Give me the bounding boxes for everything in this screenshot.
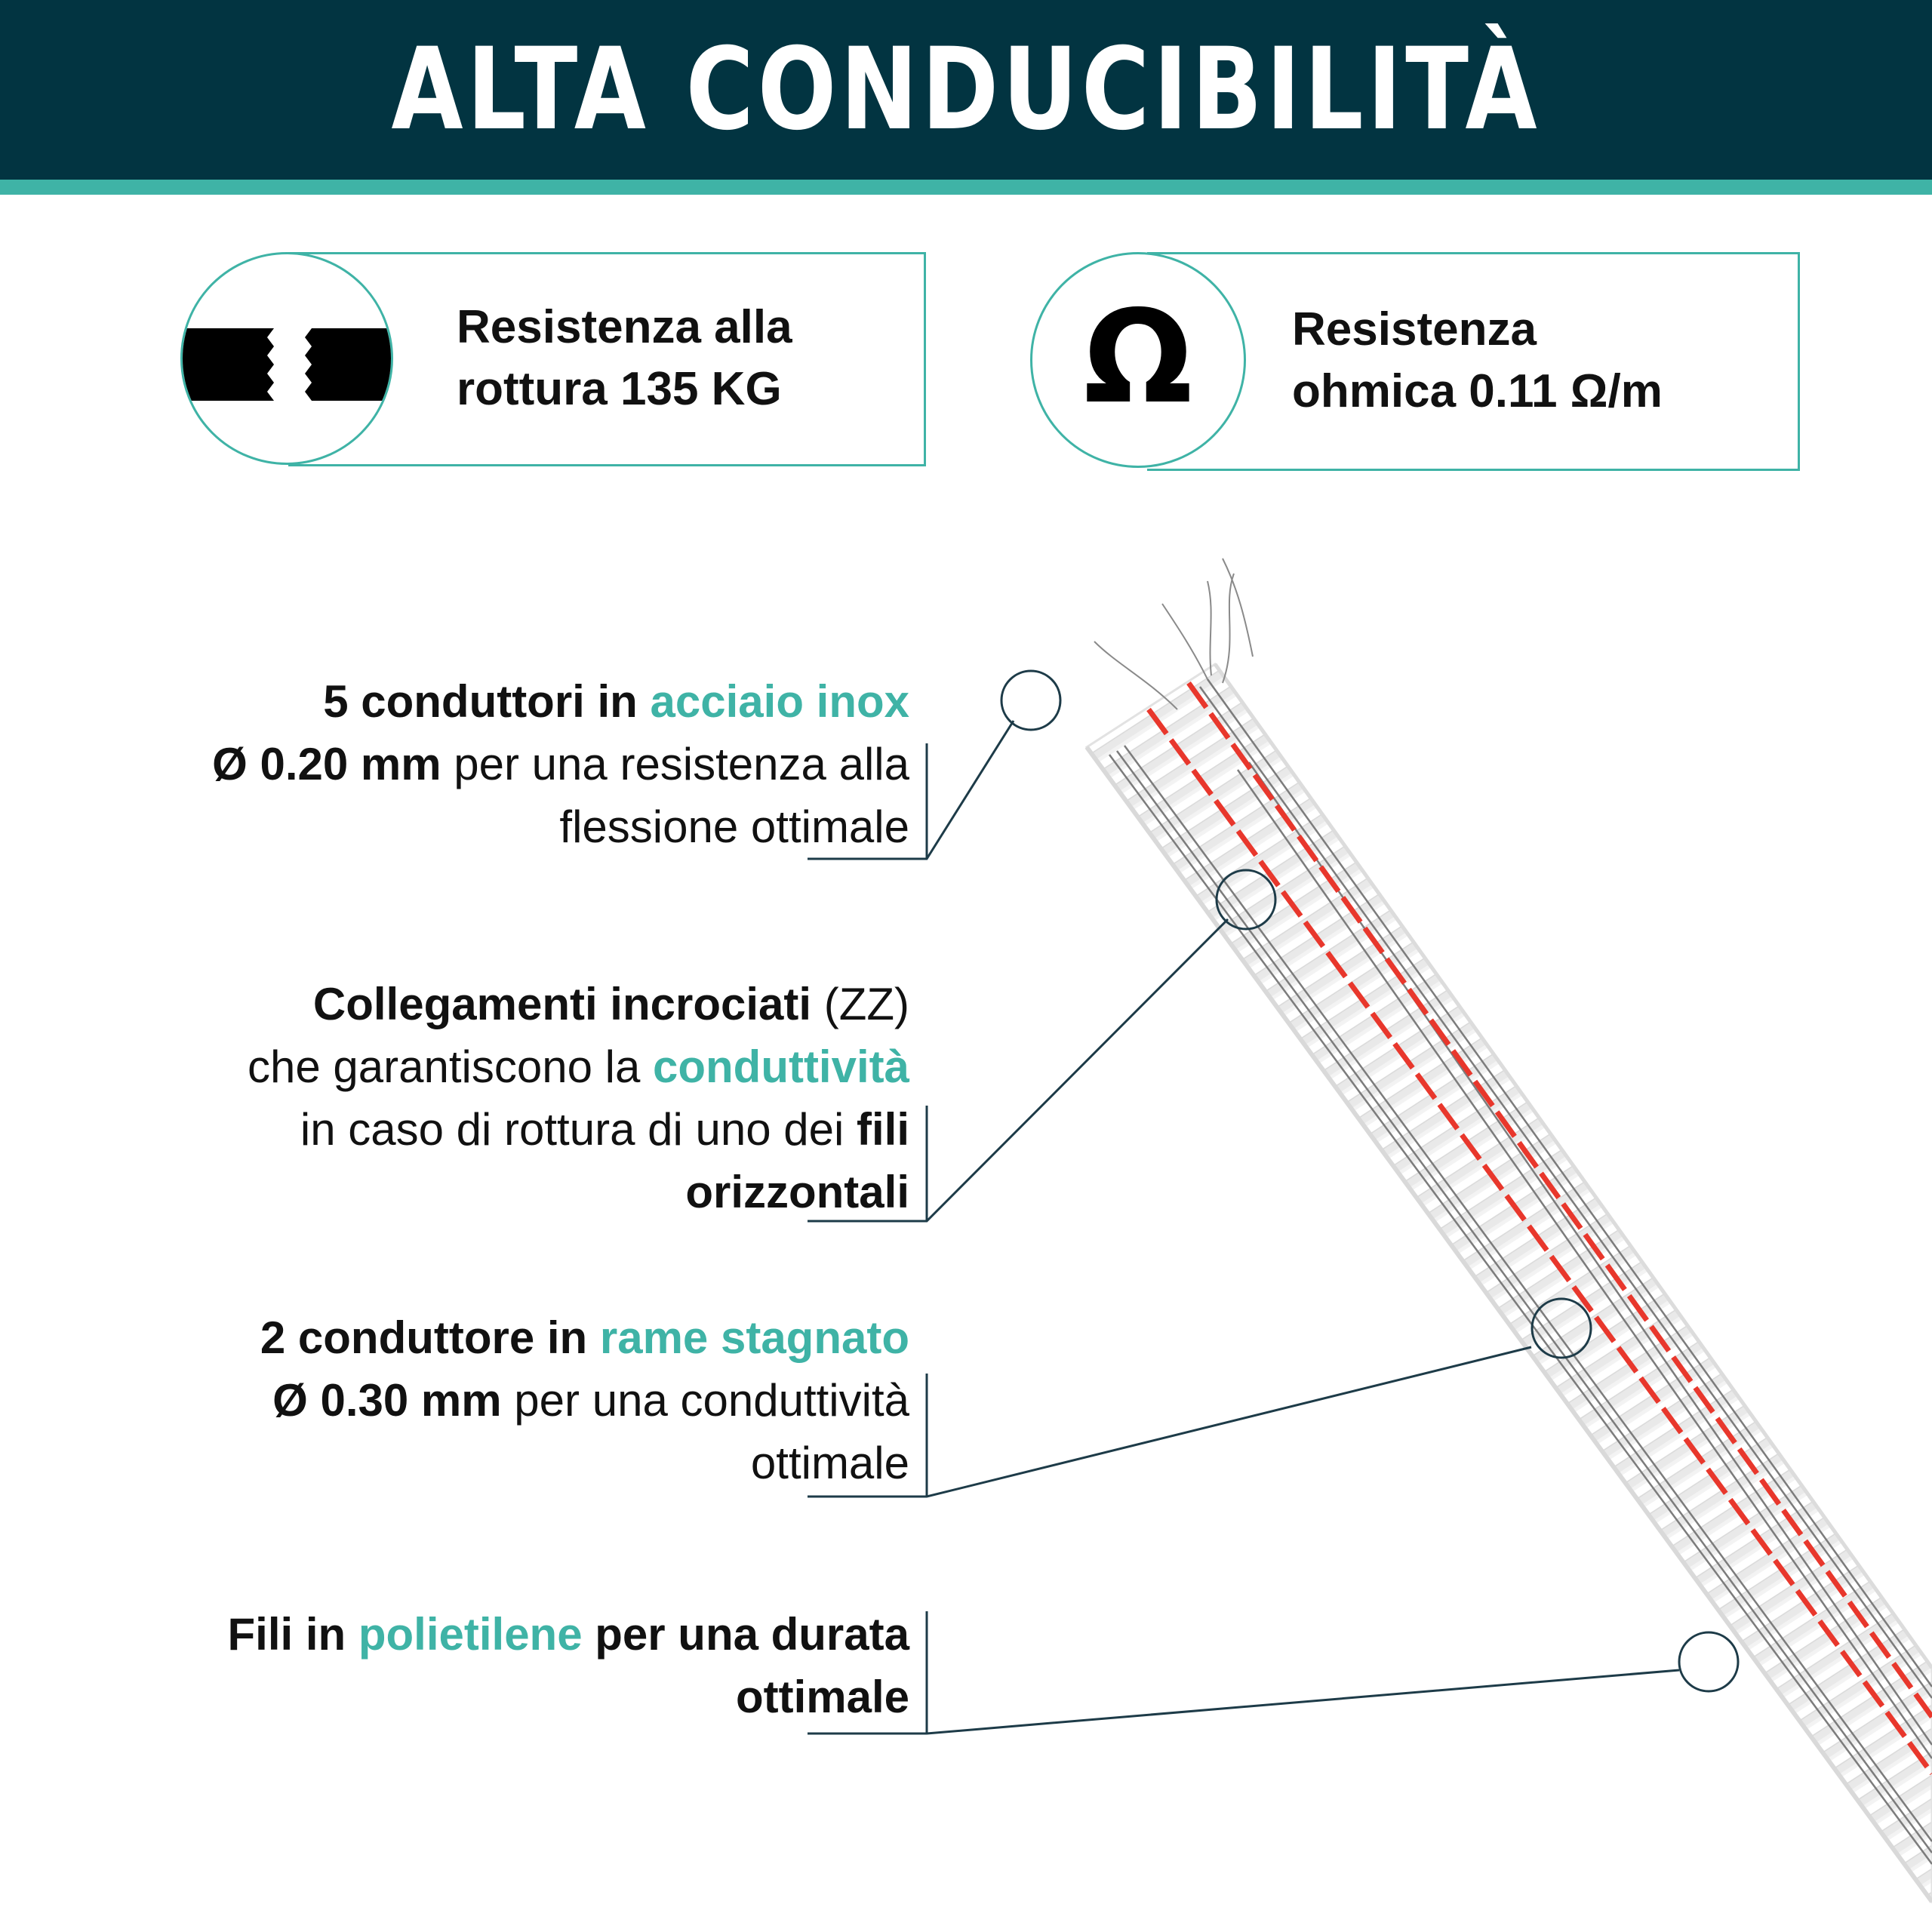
spec-line: Resistenza — [1292, 303, 1537, 355]
callout-text: che garantiscono la — [247, 1041, 653, 1092]
callout-line: orizzontali — [685, 1167, 909, 1217]
callout-line — [260, 1369, 909, 1432]
callout-highlight: acciaio inox — [650, 676, 909, 727]
callout-text: per una durata — [582, 1609, 909, 1660]
callout-line — [248, 1098, 909, 1161]
callout-text: per una resistenza alla — [441, 739, 909, 789]
callout-line — [260, 1306, 909, 1369]
callout-line: ottimale — [750, 1438, 909, 1488]
spec-line: rottura 135 KG — [457, 363, 782, 415]
callout-text: Fili in — [227, 1609, 358, 1660]
spec-line: Resistenza alla — [457, 301, 792, 353]
callout-line — [248, 973, 909, 1035]
callout-polyethylene — [228, 1603, 909, 1728]
callout-text: (ZZ) — [811, 979, 909, 1029]
callout-tinned-copper — [260, 1306, 909, 1494]
callout-line: ottimale — [735, 1672, 909, 1722]
callout-stainless-conductors — [212, 670, 909, 858]
tape-edge-left — [1087, 747, 1932, 1902]
callout-line — [212, 733, 909, 795]
callout-text: 5 conduttori in — [323, 676, 651, 727]
callout-line: flessione ottimale — [559, 801, 909, 852]
callout-target-circles — [1001, 671, 1738, 1691]
callout-line — [228, 1603, 909, 1666]
callout-highlight: rame stagnato — [599, 1312, 909, 1363]
tape-edge-right — [1215, 664, 1932, 1668]
callout-text: fili — [857, 1104, 909, 1155]
callout-text: Ø 0.30 mm — [272, 1375, 502, 1426]
callout-text: Collegamenti incrociati — [312, 979, 812, 1029]
spec-line: ohmica 0.11 Ω/m — [1292, 365, 1663, 417]
callout-highlight: polietilene — [358, 1609, 583, 1660]
callout-line — [212, 670, 909, 733]
callout-text: 2 conduttore in — [260, 1312, 600, 1363]
callout-line — [248, 1035, 909, 1098]
callout-text: per una conduttività — [501, 1375, 909, 1426]
tinned-copper-line — [1149, 709, 1932, 1774]
callout-text: in caso di rottura di uno dei — [300, 1104, 857, 1155]
omega-icon: Ω — [1083, 283, 1193, 432]
page-title: ALTA CONDUCIBILITÀ — [391, 24, 1541, 155]
callout-text: Ø 0.20 mm — [212, 739, 441, 789]
callout-highlight: conduttività — [653, 1041, 909, 1092]
callout-cross-links — [248, 973, 909, 1223]
